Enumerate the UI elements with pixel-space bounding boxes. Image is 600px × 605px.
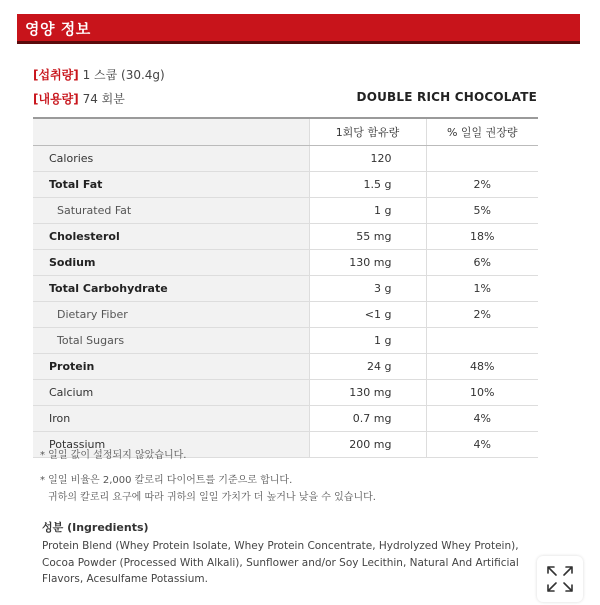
- header-nutrient: [33, 118, 309, 146]
- nutrient-amount: 0.7 mg: [309, 406, 426, 432]
- nutrient-name: Cholesterol: [33, 224, 309, 250]
- nutrient-amount: <1 g: [309, 302, 426, 328]
- nutrient-amount: 120: [309, 146, 426, 172]
- header-daily-value: % 일일 권장량: [426, 118, 538, 146]
- table-row: [33, 250, 538, 276]
- nutrient-name: Dietary Fiber: [33, 302, 309, 328]
- table-header-row: [33, 118, 538, 146]
- note-calorie-basis-line1: * 일일 비율은 2,000 칼로리 다이어트를 기준으로 합니다.: [40, 475, 293, 486]
- table-row: [33, 146, 538, 172]
- nutrient-daily-value: 5%: [426, 198, 538, 224]
- serving-size-line: [33, 66, 165, 83]
- serving-size-value: 1 스쿱 (30.4g): [82, 68, 165, 82]
- ingredients-title: 성분 (Ingredients): [42, 521, 149, 534]
- table-row: [33, 354, 538, 380]
- nutrient-amount: 130 mg: [309, 380, 426, 406]
- nutrient-name: Protein: [33, 354, 309, 380]
- section-title: 영양 정보: [25, 20, 91, 38]
- nutrient-name: Calories: [33, 146, 309, 172]
- servings-tag: [내용량]: [33, 92, 79, 106]
- note-daily-value-not-established: * 일일 값이 설정되지 않았습니다.: [40, 450, 187, 461]
- servings-value: 74 회분: [82, 92, 125, 106]
- nutrient-daily-value: 2%: [426, 302, 538, 328]
- ingredients-text: Protein Blend (Whey Protein Isolate, Whey Protein Concentrate, Hydrolyzed Whey Protein), Cocoa Powder (Processed With Alkali), Sunflower and/or Soy Lecithin, Natural And Artificial Flavors, Acesulfame Potassium.: [42, 540, 519, 585]
- table-row: [33, 328, 538, 354]
- nutrient-daily-value: 18%: [426, 224, 538, 250]
- nutrient-daily-value: 1%: [426, 276, 538, 302]
- note-calorie-basis-line2: 귀하의 칼로리 요구에 따라 귀하의 일일 가치가 더 높거나 낮을 수 있습니다.: [48, 492, 376, 503]
- nutrient-amount: 1 g: [309, 198, 426, 224]
- nutrient-daily-value: 10%: [426, 380, 538, 406]
- nutrient-amount: 24 g: [309, 354, 426, 380]
- nutrient-name: Saturated Fat: [33, 198, 309, 224]
- serving-size-tag: [섭취량]: [33, 68, 79, 82]
- nutrient-amount: 1.5 g: [309, 172, 426, 198]
- nutrient-daily-value: 48%: [426, 354, 538, 380]
- nutrient-daily-value: [426, 146, 538, 172]
- table-row: [33, 380, 538, 406]
- header-amount-per-serving: 1회당 함유량: [309, 118, 426, 146]
- nutrient-daily-value: [426, 328, 538, 354]
- expand-icon: [545, 564, 575, 594]
- servings-per-container-line: [33, 90, 125, 107]
- nutrient-daily-value: 4%: [426, 406, 538, 432]
- table-row: [33, 172, 538, 198]
- nutrient-daily-value: 2%: [426, 172, 538, 198]
- expand-button[interactable]: [537, 556, 583, 602]
- nutrient-amount: 200 mg: [309, 432, 426, 458]
- table-row: [33, 198, 538, 224]
- table-row: [33, 276, 538, 302]
- section-header-bar: [17, 14, 580, 44]
- nutrient-amount: 1 g: [309, 328, 426, 354]
- nutrient-amount: 130 mg: [309, 250, 426, 276]
- nutrition-table: [33, 117, 538, 458]
- nutrient-name: Potassium: [33, 432, 309, 458]
- nutrient-name: Total Carbohydrate: [33, 276, 309, 302]
- nutrient-daily-value: 6%: [426, 250, 538, 276]
- nutrient-amount: 3 g: [309, 276, 426, 302]
- table-row: [33, 302, 538, 328]
- nutrient-name: Sodium: [33, 250, 309, 276]
- nutrient-name: Total Sugars: [33, 328, 309, 354]
- nutrient-name: Iron: [33, 406, 309, 432]
- note-calorie-basis: [40, 472, 376, 506]
- nutrient-amount: 55 mg: [309, 224, 426, 250]
- table-row: [33, 224, 538, 250]
- table-row: [33, 406, 538, 432]
- nutrient-daily-value: 4%: [426, 432, 538, 458]
- nutrient-name: Total Fat: [33, 172, 309, 198]
- nutrient-name: Calcium: [33, 380, 309, 406]
- product-name: DOUBLE RICH CHOCOLATE: [356, 90, 537, 104]
